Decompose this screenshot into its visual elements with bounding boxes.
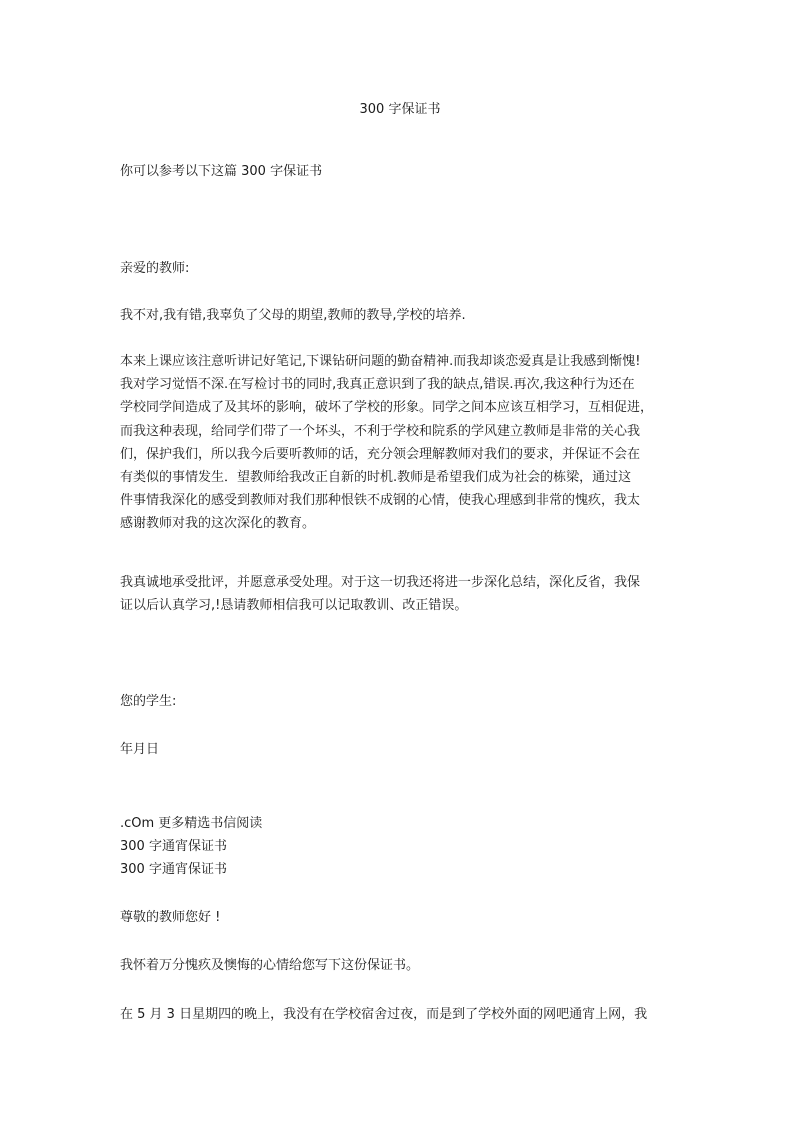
- related-link[interactable]: .cOm 更多精选书信阅读: [120, 816, 263, 831]
- paragraph-2-line: 件事情我深化的感受到教师对我们那种恨铁不成钢的心情，使我心理感到非常的愧疚，我太: [120, 493, 641, 509]
- paragraph-2-line: 们，保护我们，所以我今后要听教师的话，充分领会理解教师对我们的要求，并保证不会在: [120, 446, 641, 462]
- salutation: 亲爱的教师:: [120, 261, 190, 276]
- paragraph-1: 我不对,我有错,我辜负了父母的期望,教师的教导,学校的培养.: [120, 308, 466, 323]
- paragraph-2-line: 本来上课应该注意听讲记好笔记,下课钻研问题的勤奋精神.而我却谈恋爱真是让我感到惭愧!: [120, 354, 641, 369]
- paragraph-2-line: 感谢教师对我的这次深化的教育。: [120, 516, 316, 532]
- paragraph-2: [120, 350, 685, 536]
- related-link[interactable]: 300 字通宵保证书: [120, 839, 227, 854]
- related-links: [120, 812, 685, 881]
- signature-line: 您的学生:: [120, 694, 177, 709]
- paragraph-3-line: 证以后认真学习,!恳请教师相信我可以记取教训、改正错误。: [120, 598, 468, 614]
- paragraph-2-line: 而我这种表现，给同学们带了一个坏头，不利于学校和院系的学风建立教师是非常的关心我: [120, 423, 641, 439]
- date-line: 年月日: [120, 742, 160, 757]
- paragraph-3: [120, 571, 685, 617]
- paragraph-3-line: 我真诚地承受批评，并愿意承受处理。对于这一切我还将进一步深化总结，深化反省，我保: [120, 575, 641, 590]
- paragraph-5: 在 5 月 3 日星期四的晚上，我没有在学校宿舍过夜，而是到了学校外面的网吧通宵上网，我: [120, 1007, 648, 1022]
- paragraph-2-line: 我对学习觉悟不深.在写检讨书的同时,我真正意识到了我的缺点,错误.再次,我这种行为还在: [120, 377, 635, 393]
- paragraph-2-line: 有类似的事情发生．望教师给我改正自新的时机.教师是希望我们成为社会的栋梁，通过这: [120, 470, 632, 486]
- greeting-2: 尊敬的教师您好 !: [120, 910, 221, 925]
- paragraph-2-line: 学校同学间造成了及其坏的影响，破坏了学校的形象。同学之间本应该互相学习，互相促进，: [120, 400, 654, 416]
- document-title: 300 字保证书: [359, 102, 441, 117]
- intro-text: 你可以参考以下这篇 300 字保证书: [120, 164, 323, 179]
- related-link[interactable]: 300 字通宵保证书: [120, 862, 227, 877]
- paragraph-4: 我怀着万分愧疚及懊悔的心情给您写下这份保证书。: [120, 958, 420, 973]
